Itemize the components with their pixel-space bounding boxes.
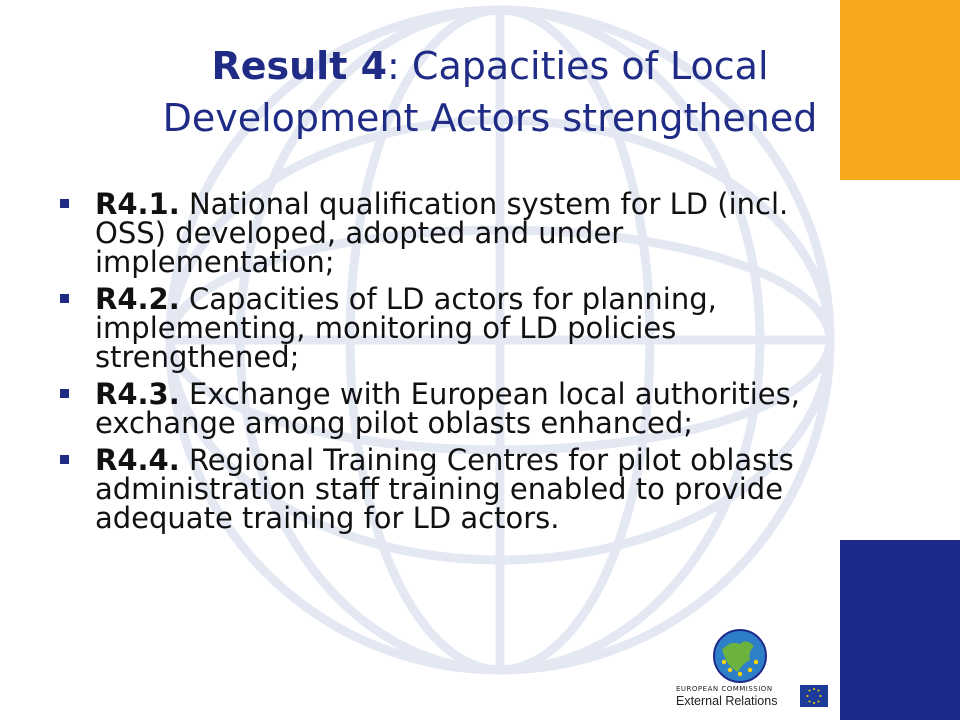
item-text: Exchange with European local authorities, exchange among pilot oblasts enhanced;: [95, 377, 800, 440]
list-item-r4-2: [60, 282, 860, 374]
title-rest: : Capacities of Local Development Actors strengthened: [162, 44, 818, 140]
european-commission-logo: [676, 628, 832, 714]
item-code: R4.1.: [95, 187, 180, 221]
square-bullet-icon: [60, 294, 69, 303]
globe-icon: [712, 628, 768, 684]
square-bullet-icon: [60, 199, 69, 208]
item-text: Capacities of LD actors for planning, implementing, monitoring of LD policies strengthened;: [95, 282, 717, 374]
result-list: [60, 187, 860, 541]
item-text: National qualification system for LD (incl. OSS) developed, adopted and under implementation;: [95, 187, 789, 279]
list-item-r4-3: [60, 377, 860, 440]
square-bullet-icon: [60, 389, 69, 398]
list-item-r4-4: [60, 443, 860, 535]
eu-flag-icon: [800, 685, 828, 707]
item-code: R4.3.: [95, 377, 180, 411]
department-name: External Relations: [676, 694, 778, 708]
item-text: Regional Training Centres for pilot oblasts administration staff training enabled to provide adequate training for LD actors.: [95, 443, 794, 535]
slide-title: [110, 40, 870, 144]
title-strong: Result 4: [211, 44, 388, 88]
item-code: R4.4.: [95, 443, 180, 477]
list-item-r4-1: [60, 187, 860, 279]
item-code: R4.2.: [95, 282, 180, 316]
organization-name: EUROPEAN COMMISSION: [676, 685, 773, 693]
square-bullet-icon: [60, 455, 69, 464]
blue-corner-block: [840, 540, 960, 720]
